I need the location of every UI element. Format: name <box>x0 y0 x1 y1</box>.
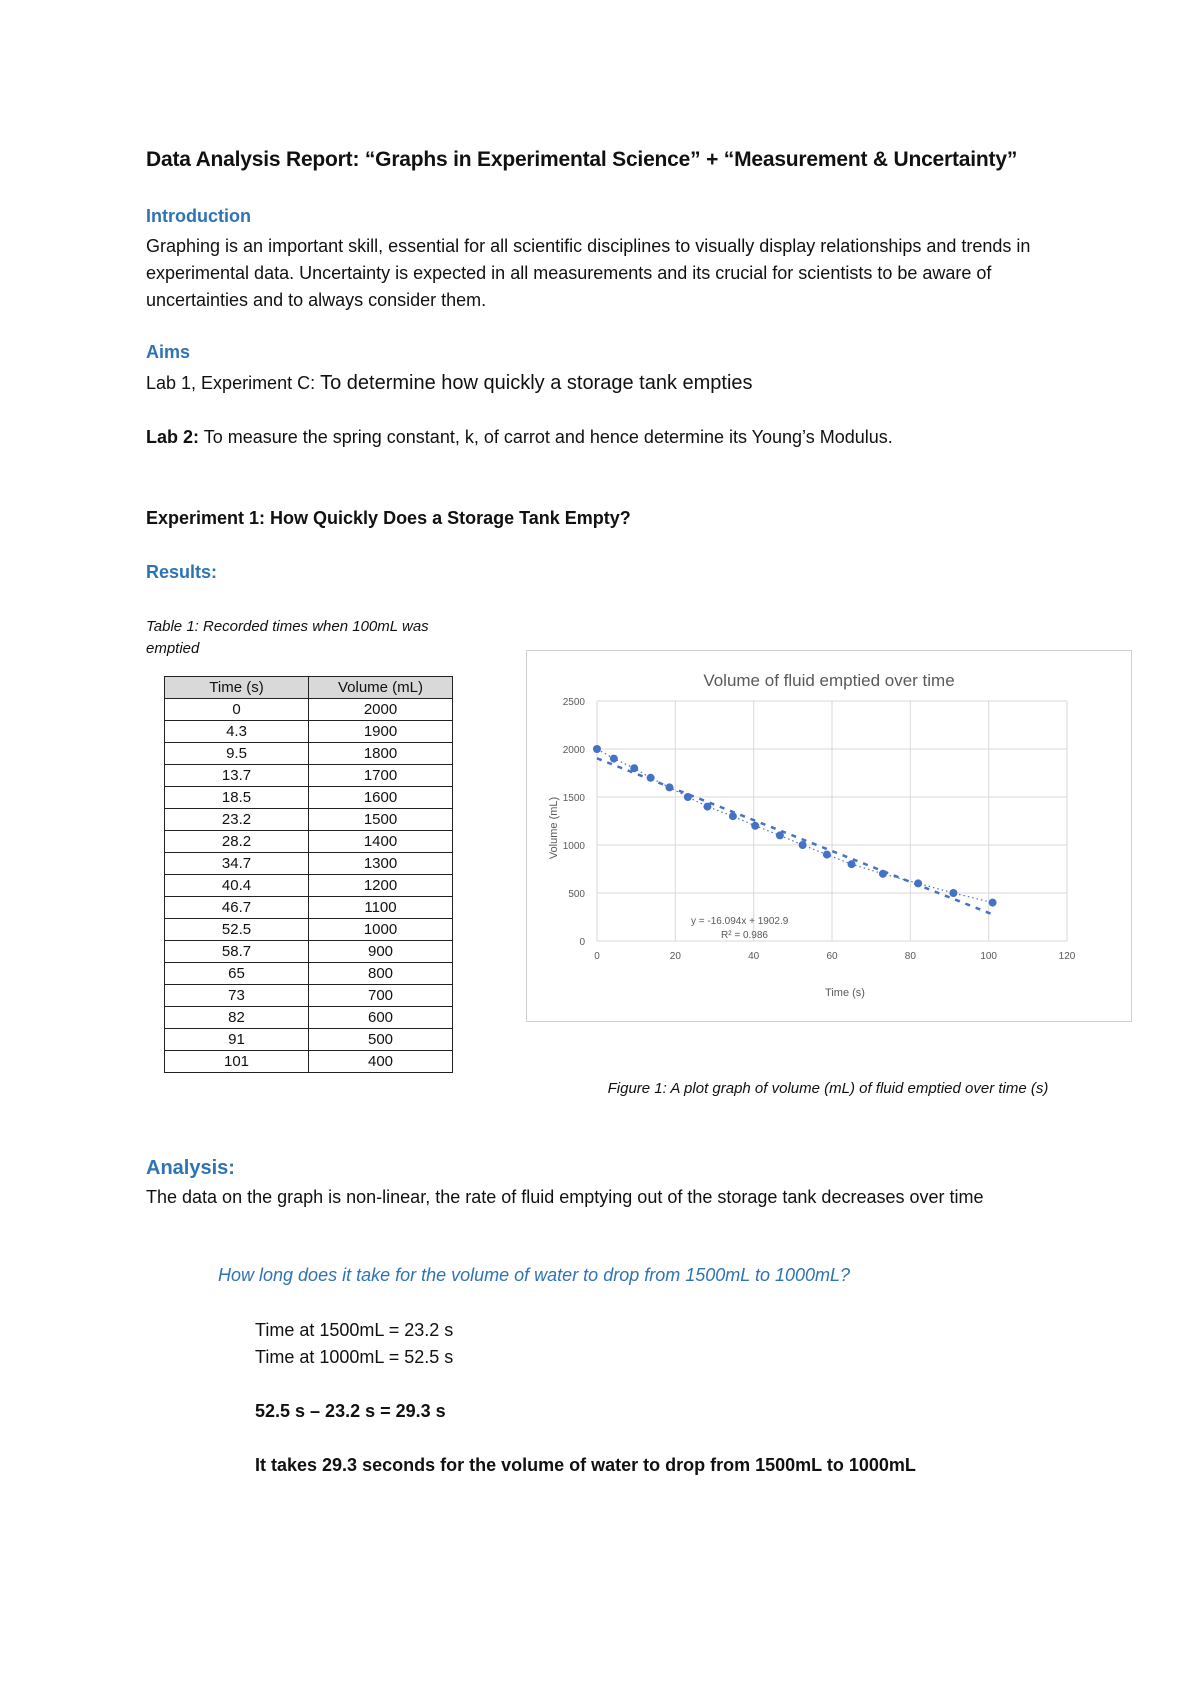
data-curve <box>597 749 993 903</box>
data-point <box>848 860 856 868</box>
table-row <box>165 941 453 963</box>
experiment-heading: Experiment 1: How Quickly Does a Storage Tank Empty? <box>146 508 631 528</box>
x-tick-label: 0 <box>594 951 600 962</box>
time-cell: 65 <box>165 963 309 985</box>
analysis-text: The data on the graph is non-linear, the rate of fluid emptying out of the storage tank decreases over time <box>146 1187 984 1207</box>
analysis-question: How long does it take for the volume of water to drop from 1500mL to 1000mL? <box>218 1265 851 1285</box>
calc-line-2: Time at 1000mL = 52.5 s <box>255 1347 454 1367</box>
aim-lab1-text: To determine how quickly a storage tank empties <box>320 372 753 394</box>
time-cell: 46.7 <box>165 897 309 919</box>
aim-lab2-text: To measure the spring constant, k, of carrot and hence determine its Young’s Modulus. <box>199 427 893 447</box>
y-tick-label: 0 <box>579 937 585 948</box>
table-row <box>165 985 453 1007</box>
volume-cell: 800 <box>309 963 453 985</box>
x-tick-label: 60 <box>826 951 838 962</box>
table-row <box>165 787 453 809</box>
data-point <box>989 899 997 907</box>
table-row <box>165 919 453 941</box>
volume-cell: 500 <box>309 1029 453 1051</box>
results-table <box>164 676 453 1073</box>
chart-y-label: Volume (mL) <box>548 796 560 860</box>
chart-container <box>526 650 1132 1022</box>
results-heading: Results: <box>146 562 218 582</box>
table-row <box>165 1051 453 1073</box>
volume-cell: 1400 <box>309 831 453 853</box>
table-row <box>165 765 453 787</box>
time-cell: 101 <box>165 1051 309 1073</box>
table-row <box>165 721 453 743</box>
volume-cell: 1100 <box>309 897 453 919</box>
chart-trendline <box>597 749 993 914</box>
chart-grid <box>597 701 1067 941</box>
table-header-row <box>165 677 453 699</box>
introduction-heading: Introduction <box>146 206 251 226</box>
table-caption: Table 1: Recorded times when 100mL was emptied <box>146 618 429 657</box>
y-tick-label: 2500 <box>562 697 585 708</box>
data-point <box>593 745 601 753</box>
table-row <box>165 1029 453 1051</box>
volume-cell: 1700 <box>309 765 453 787</box>
analysis-heading: Analysis: <box>146 1157 235 1179</box>
linear-trendline <box>597 758 993 914</box>
time-cell: 4.3 <box>165 721 309 743</box>
table-row <box>165 809 453 831</box>
calc-line-1: Time at 1500mL = 23.2 s <box>255 1320 454 1340</box>
volume-cell: 1000 <box>309 919 453 941</box>
data-point <box>647 774 655 782</box>
volume-cell: 600 <box>309 1007 453 1029</box>
volume-cell: 1600 <box>309 787 453 809</box>
data-point <box>751 822 759 830</box>
aim-lab2 <box>146 427 893 448</box>
aims-heading: Aims <box>146 342 191 362</box>
header-time: Time (s) <box>165 677 309 699</box>
time-cell: 73 <box>165 985 309 1007</box>
time-cell: 0 <box>165 699 309 721</box>
chart-tick-labels <box>563 697 1076 962</box>
volume-chart <box>527 651 1131 1021</box>
time-cell: 34.7 <box>165 853 309 875</box>
data-point <box>703 803 711 811</box>
y-tick-label: 2000 <box>562 745 585 756</box>
trendline-equation: y = -16.094x + 1902.9 <box>691 916 789 927</box>
aim-lab2-prefix: Lab 2: <box>146 427 200 447</box>
data-point <box>823 851 831 859</box>
time-cell: 82 <box>165 1007 309 1029</box>
aim-lab1-prefix: Lab 1, Experiment C: <box>146 373 321 393</box>
volume-cell: 1300 <box>309 853 453 875</box>
x-tick-label: 80 <box>904 951 916 962</box>
volume-cell: 1200 <box>309 875 453 897</box>
table-body <box>165 699 453 1073</box>
time-cell: 18.5 <box>165 787 309 809</box>
time-cell: 9.5 <box>165 743 309 765</box>
volume-cell: 1900 <box>309 721 453 743</box>
x-tick-label: 100 <box>980 951 998 962</box>
trendline-r2: R² = 0.986 <box>721 930 768 941</box>
x-tick-label: 40 <box>748 951 760 962</box>
chart-title: Volume of fluid emptied over time <box>703 671 955 690</box>
table-row <box>165 831 453 853</box>
report-title: Data Analysis Report: “Graphs in Experimental Science” + “Measurement & Uncertainty” <box>146 148 1018 171</box>
table-row <box>165 743 453 765</box>
data-point <box>684 793 692 801</box>
header-volume: Volume (mL) <box>309 677 453 699</box>
data-point <box>879 870 887 878</box>
chart-x-label: Time (s) <box>825 987 865 999</box>
data-point <box>665 783 673 791</box>
data-point <box>799 841 807 849</box>
chart-points <box>593 745 997 907</box>
x-tick-label: 120 <box>1058 951 1076 962</box>
time-cell: 58.7 <box>165 941 309 963</box>
time-cell: 23.2 <box>165 809 309 831</box>
data-point <box>776 831 784 839</box>
data-point <box>914 879 922 887</box>
volume-cell: 900 <box>309 941 453 963</box>
data-point <box>630 764 638 772</box>
y-tick-label: 500 <box>568 889 585 900</box>
volume-cell: 400 <box>309 1051 453 1073</box>
volume-cell: 1800 <box>309 743 453 765</box>
data-point <box>729 812 737 820</box>
x-tick-label: 20 <box>669 951 681 962</box>
figure-caption: Figure 1: A plot graph of volume (mL) of fluid emptied over time (s) <box>607 1080 1049 1097</box>
data-point <box>949 889 957 897</box>
time-cell: 91 <box>165 1029 309 1051</box>
calc-line-3: 52.5 s – 23.2 s = 29.3 s <box>255 1401 446 1421</box>
y-tick-label: 1000 <box>562 841 585 852</box>
time-cell: 13.7 <box>165 765 309 787</box>
table-row <box>165 1007 453 1029</box>
time-cell: 28.2 <box>165 831 309 853</box>
analysis-conclusion: It takes 29.3 seconds for the volume of water to drop from 1500mL to 1000mL <box>255 1455 916 1475</box>
table-row <box>165 699 453 721</box>
table-row <box>165 853 453 875</box>
y-tick-label: 1500 <box>562 793 585 804</box>
volume-cell: 700 <box>309 985 453 1007</box>
introduction-text: Graphing is an important skill, essential for all scientific disciplines to visually display relationships and trends in experimental data. Uncertainty is expected in all measurements and its crucial for scientists to be aware of uncertainties and to always consider them. <box>146 236 1031 310</box>
table-row <box>165 897 453 919</box>
aim-lab1 <box>146 372 753 395</box>
time-cell: 52.5 <box>165 919 309 941</box>
volume-cell: 2000 <box>309 699 453 721</box>
data-point <box>610 755 618 763</box>
time-cell: 40.4 <box>165 875 309 897</box>
table-row <box>165 963 453 985</box>
volume-cell: 1500 <box>309 809 453 831</box>
table-row <box>165 875 453 897</box>
